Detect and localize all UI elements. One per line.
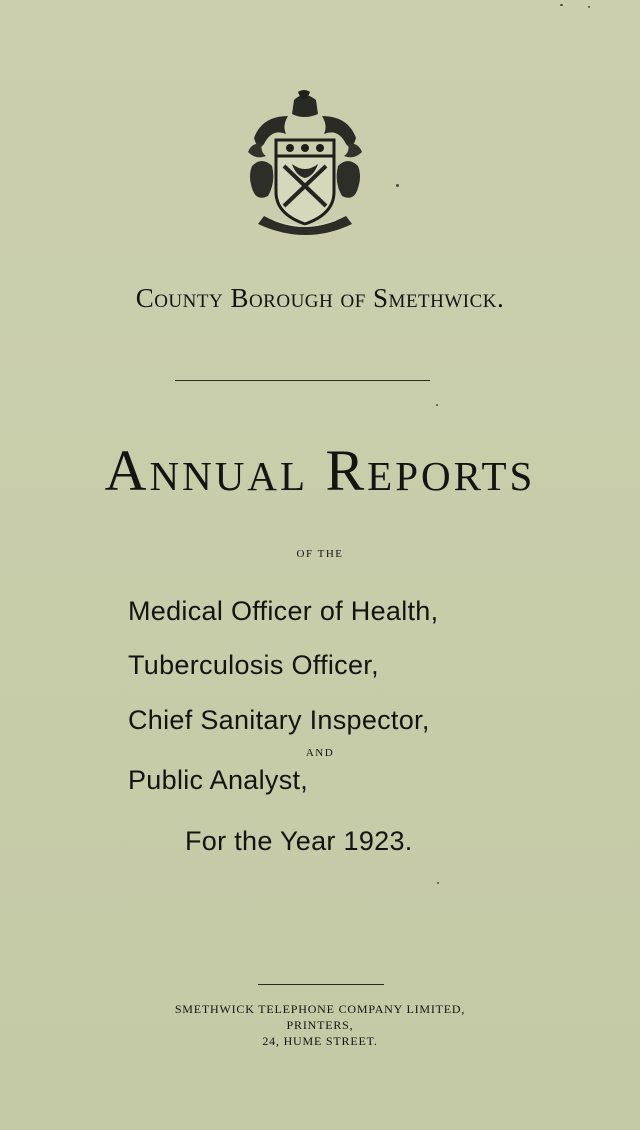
report-line-public-analyst: Public Analyst, bbox=[128, 765, 309, 795]
divider-bottom bbox=[258, 984, 384, 985]
and-label: AND bbox=[305, 747, 335, 759]
of-the-label: OF THE bbox=[296, 548, 344, 560]
paper-speck bbox=[436, 404, 438, 406]
report-line-sanitary-inspector: Chief Sanitary Inspector, bbox=[128, 705, 430, 735]
report-line-tuberculosis-officer: Tuberculosis Officer, bbox=[128, 650, 379, 680]
coat-of-arms-crest bbox=[244, 90, 366, 240]
paper-speck bbox=[588, 6, 590, 8]
printer-address: 24, HUME STREET. bbox=[262, 1034, 378, 1048]
paper-speck bbox=[560, 4, 563, 6]
paper-speck bbox=[396, 184, 399, 187]
divider-top bbox=[175, 380, 430, 381]
printer-company: SMETHWICK TELEPHONE COMPANY LIMITED, bbox=[174, 1002, 466, 1016]
borough-heading: County Borough of Smethwick. bbox=[135, 283, 505, 313]
printer-role: PRINTERS, bbox=[286, 1018, 354, 1032]
report-line-medical-officer: Medical Officer of Health, bbox=[128, 596, 439, 626]
year-line: For the Year 1923. bbox=[185, 826, 413, 856]
paper-speck bbox=[437, 882, 439, 884]
document-title: Annual Reports bbox=[104, 438, 536, 503]
